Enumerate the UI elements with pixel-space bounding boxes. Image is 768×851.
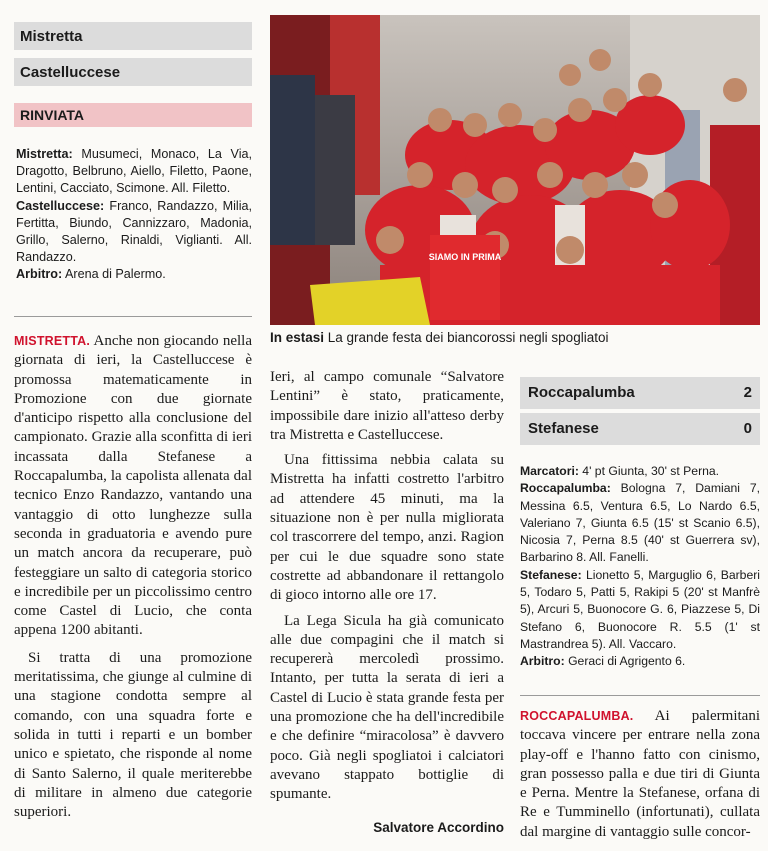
match1-lineups xyxy=(16,146,252,284)
article2-column xyxy=(520,707,760,842)
divider xyxy=(520,695,760,696)
shirt-slogan: SIAMO IN PRIMA xyxy=(428,252,502,262)
match2-home-team: Roccapalumba xyxy=(528,384,635,401)
match2-away-score: 0 xyxy=(743,420,752,437)
photo-caption xyxy=(270,330,760,345)
article1-paragraph: Una fittissima nebbia calata su Mistretta ha infatti costretto l'arbitro ad attendere 45 minuti, ma la situazione non è per nulla migliorata col trascorrere del tempo, anzi. Ragion per cui le due squadre sono state costrette ad abbandonare il rettangolo di gioco intorno alle ore 17. xyxy=(270,452,504,604)
stats-text: Lionetto 5, Marguglio 6, Barberi 5, Todaro 5, Patti 5, Rakipi 5 (20' st Manfrè 5), Arcuri 5, Buonocore G. 6, Piazzese 5, Di Stefano 6, Buonocore R. 5.5 (1' st Mastrandrea 5). All. Vaccaro. xyxy=(520,567,760,651)
divider xyxy=(14,316,252,317)
lineup-away xyxy=(16,198,252,267)
article1-column2 xyxy=(270,368,504,805)
photo-illustration xyxy=(270,15,760,325)
byline: Salvatore Accordino xyxy=(373,820,504,835)
stats-label: Roccapalumba: xyxy=(520,481,611,496)
referee-label: Arbitro: xyxy=(16,267,63,282)
match2-away-row xyxy=(520,413,760,445)
article1-paragraph: Si tratta di una promozione meritatissima, che giunge al culmine di una stagione condotta sempre al comando, con una squadra forte e solida in tutti i reparti e un bomber unico e spietato, che risponde al nome di Santo Salerno, il quale meriterebbe di militare in almeno due categorie superiori. xyxy=(14,649,252,821)
article2-text: Ai palermitani toccava vincere per entrare nella zona play-off e l'hanno fatto con cinismo, gran possesso palla e due tiri di Giunta e Perna. Mentre la Stefanese, orfana di Re e Tumminello (infortunati), cullata dal margine di vantaggio sulle concor- xyxy=(520,708,760,840)
stats-label: Stefanese: xyxy=(520,567,582,582)
article1-paragraph xyxy=(14,332,252,641)
stats-text: 4' pt Giunta, 30' st Perna. xyxy=(578,464,720,478)
match2-stats xyxy=(520,463,760,671)
lineup-away-players: Franco, Randazzo, Milia, Fertitta, Biundo, Cannizzaro, Madonia, Grillo, Salerno, Rinaldi, Viglianti. All. Randazzo. xyxy=(16,198,252,265)
lineup-home xyxy=(16,146,252,198)
lineup-home-team: Mistretta: xyxy=(16,147,73,161)
team-celebration-photo xyxy=(270,15,760,325)
stats-home-lineup xyxy=(520,480,760,566)
lineup-home-players: Musumeci, Monaco, La Via, Dragotto, Belbruno, Aiello, Filetto, Paone, Lentini, Cacciato, Scimone. All. Filetto. xyxy=(16,147,252,196)
stats-referee xyxy=(520,653,760,670)
article2-paragraph xyxy=(520,707,760,842)
article1-column1 xyxy=(14,332,252,822)
referee-name: Arena di Palermo. xyxy=(62,267,166,282)
caption-lead: In estasi xyxy=(270,330,325,345)
article1-paragraph-text: Anche non giocando nella giornata di ieri, la Castelluccese è promossa matematicamente in Promozione con due giornate d'anticipo rispetto alla conclusione del campionato. Grazie alla sconfitta di ieri incassata dalla Stefanese a Roccapalumba, la capolista allenata dal tecnico Enzo Randazzo, vantando una vantaggio di otto lunghezze sulla seconda in graduatoria e avendo pure un match ancora da recuperare, può festeggiare un salto di categoria storico e incredibile per un piccolissimo centro come Castel di Lucio, che conta appena 1200 abitanti. xyxy=(14,333,252,639)
stats-text: Bologna 7, Damiani 7, Messina 6.5, Ventura 6.5, Lo Nardo 6.5, Valeriano 7, Giunta 6.5 (15' st Scanio 6.5), Nicosia 7, Perna 8.5 (40' st Guerrera sv), Barbarino 8. All. Fanelli. xyxy=(520,481,760,565)
match2-home-row xyxy=(520,377,760,409)
article1-paragraph: Ieri, al campo comunale “Salvatore Lentini” è stato, praticamente, impossibile dare inizio all'atteso derby tra Mistretta e Castelluccese. xyxy=(270,369,504,443)
stats-text: Geraci di Agrigento 6. xyxy=(564,654,686,669)
article2-kicker: ROCCAPALUMBA. xyxy=(520,709,634,723)
stats-away-lineup xyxy=(520,567,760,653)
match1-away-team: Castelluccese xyxy=(14,58,252,88)
match1-status-badge: RINVIATA xyxy=(14,103,252,127)
stats-label: Marcatori: xyxy=(520,464,579,478)
match2-home-score: 2 xyxy=(743,384,752,401)
match2-away-team: Stefanese xyxy=(528,420,599,437)
article1-kicker: MISTRETTA. xyxy=(14,334,91,348)
caption-text: La grande festa dei biancorossi negli spogliatoi xyxy=(324,330,609,345)
stats-label: Arbitro: xyxy=(520,654,565,669)
match1-home-team: Mistretta xyxy=(14,22,252,52)
lineup-away-team: Castelluccese: xyxy=(16,198,105,213)
lineup-referee xyxy=(16,266,252,283)
article1-paragraph: La Lega Sicula ha già comunicato alle due compagini che il match si recupererà mercoledì prossimo. Intanto, per tutta la serata di ieri a Castel di Lucio è stata grande festa per una promozione che ha dell'incredibile e che definire “miracolosa” è davvero poco. Già negli spogliatoi i calciatori avevano stappato bottiglie di spumante. xyxy=(270,612,504,803)
stats-scorers xyxy=(520,463,760,480)
